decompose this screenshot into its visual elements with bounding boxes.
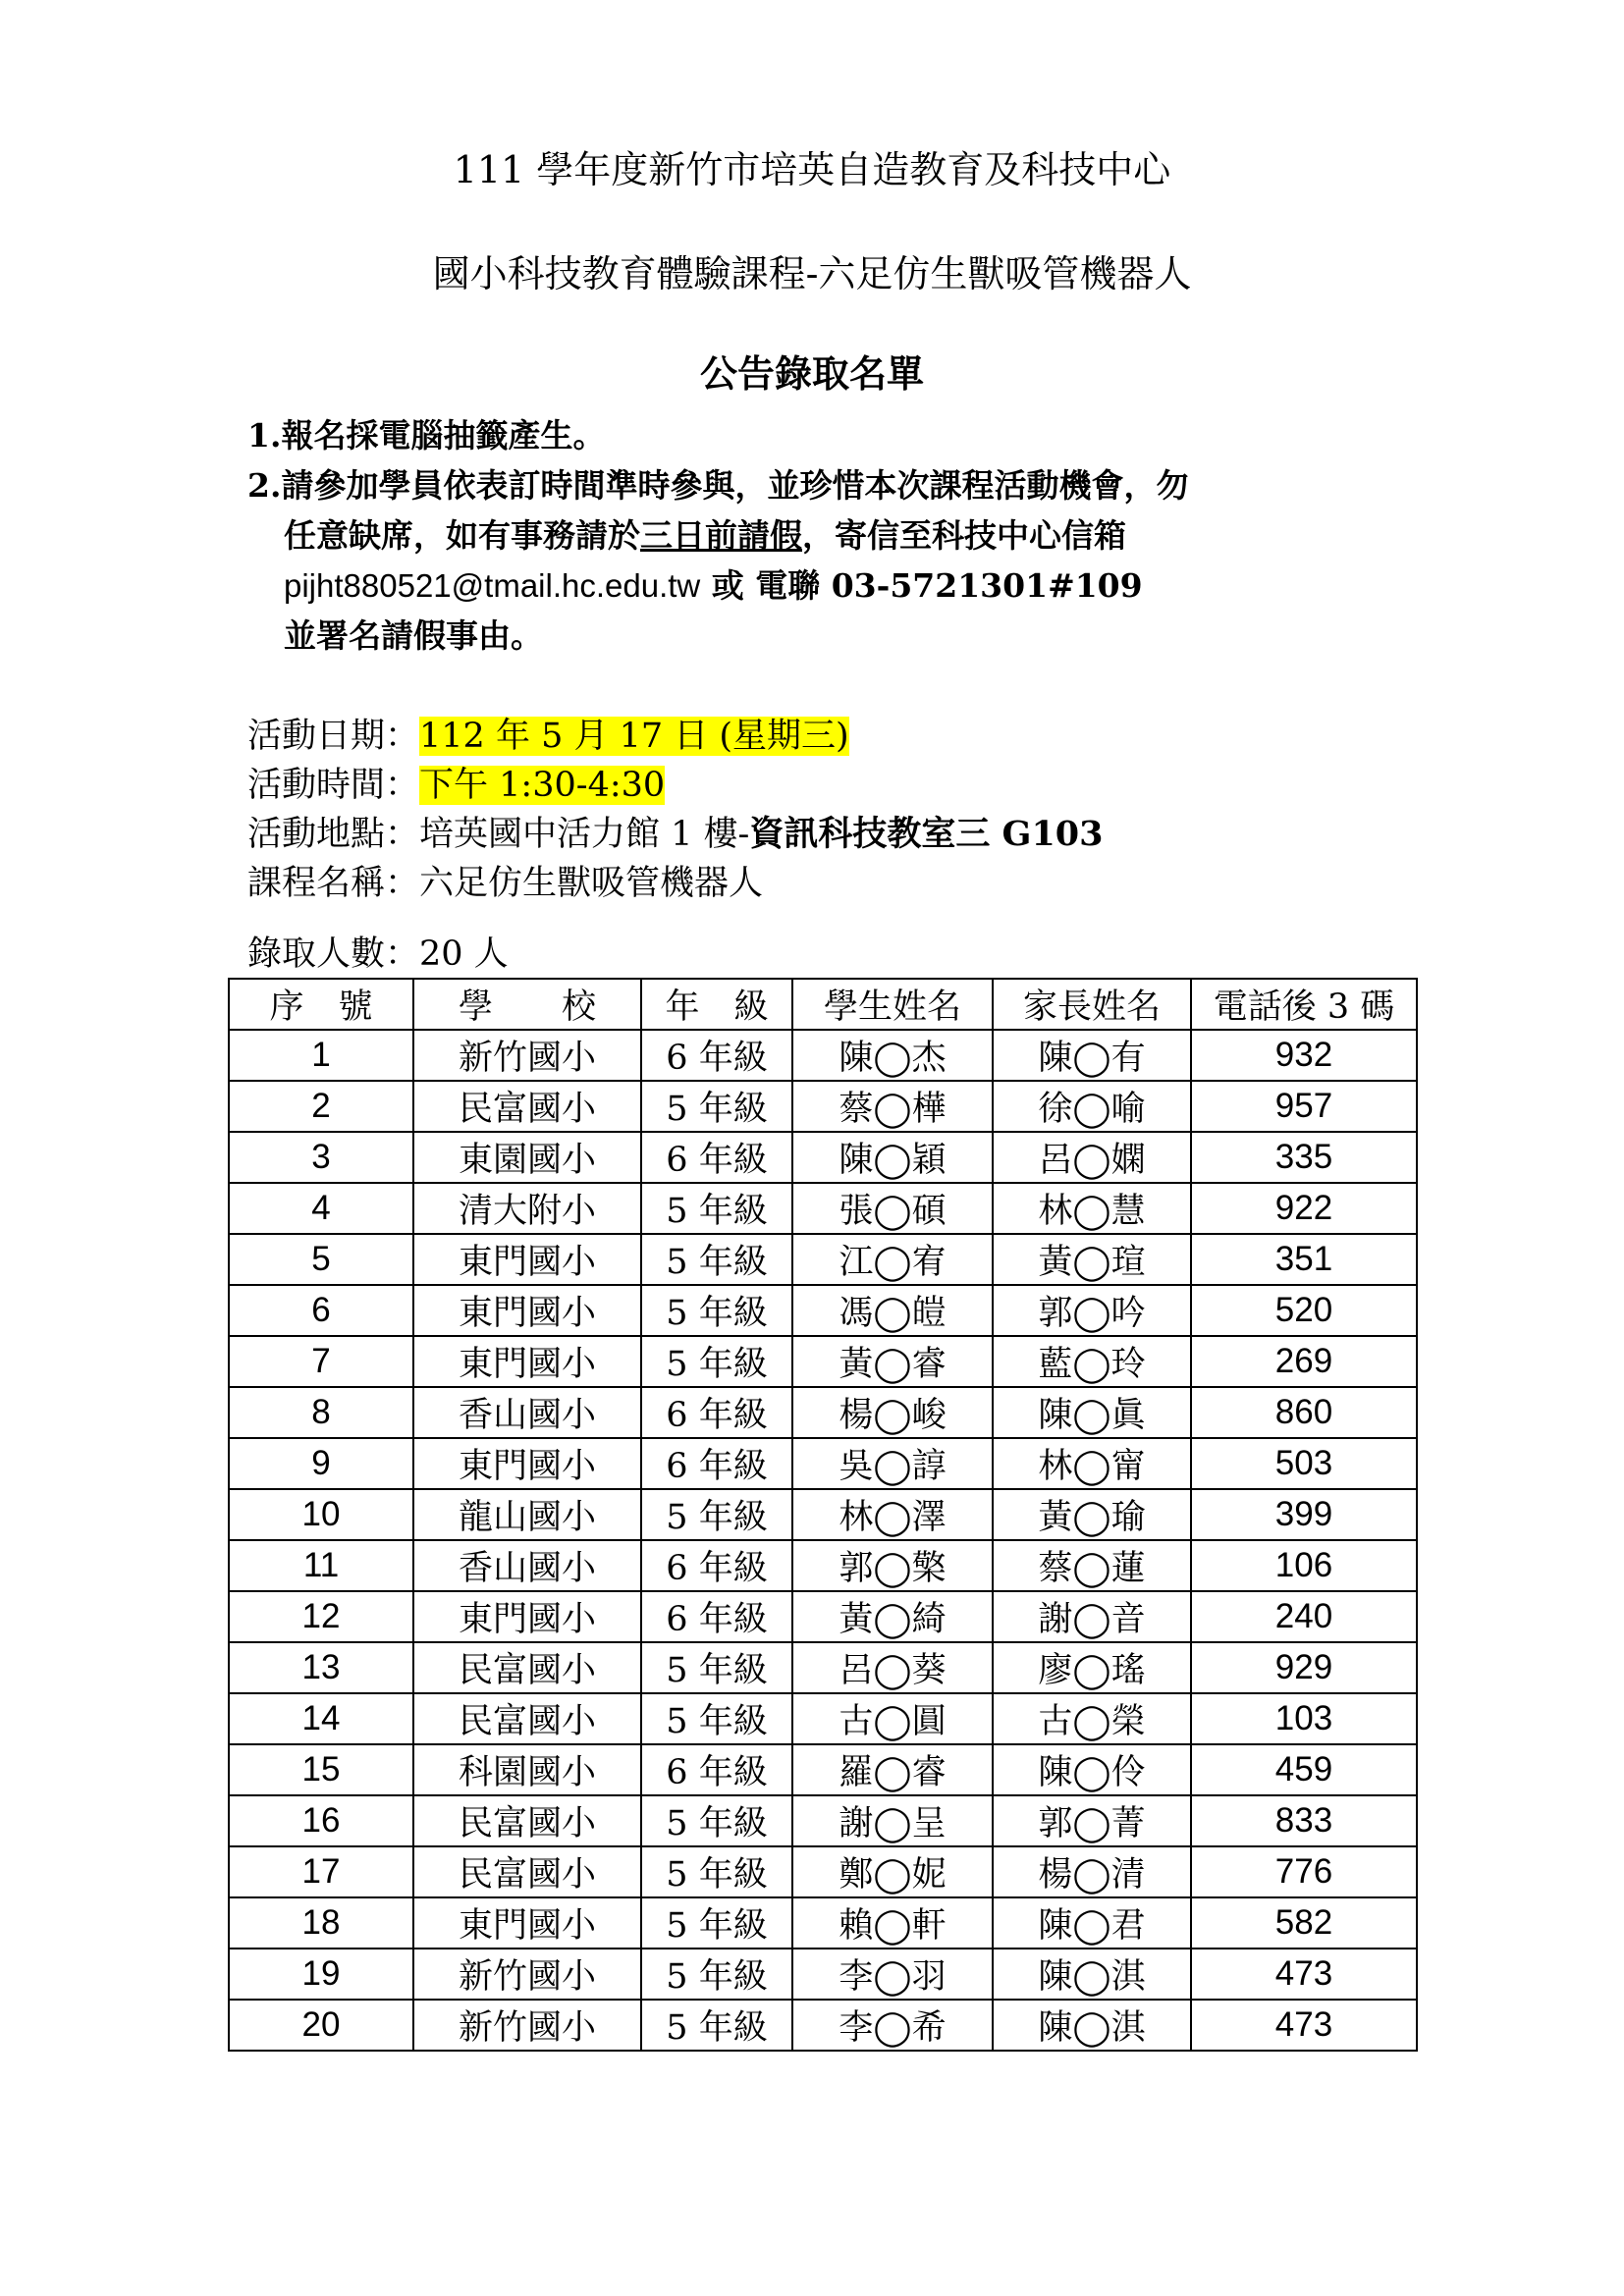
place-room: 資訊科技教室三 G103 bbox=[749, 814, 1104, 854]
cell-seq: 1 bbox=[229, 1030, 413, 1081]
table-row bbox=[229, 1081, 1417, 1132]
cell-grade: 5 年級 bbox=[641, 1897, 792, 1949]
cell-phone: 473 bbox=[1191, 2000, 1417, 2051]
cell-parent: 徐◯喻 bbox=[993, 1081, 1191, 1132]
table-row bbox=[229, 1489, 1417, 1540]
cell-grade: 6 年級 bbox=[641, 1132, 792, 1183]
cell-seq: 7 bbox=[229, 1336, 413, 1387]
table-row bbox=[229, 1438, 1417, 1489]
cell-student: 羅◯睿 bbox=[792, 1744, 993, 1795]
cell-seq: 6 bbox=[229, 1285, 413, 1336]
table-row bbox=[229, 1744, 1417, 1795]
cell-parent: 古◯榮 bbox=[993, 1693, 1191, 1744]
table-row bbox=[229, 1387, 1417, 1438]
table-row bbox=[229, 1591, 1417, 1642]
note-text: ，寄信至科技中心信箱 bbox=[802, 516, 1126, 555]
table-row bbox=[229, 1285, 1417, 1336]
place-label: 活動地點： bbox=[247, 815, 420, 854]
cell-phone: 776 bbox=[1191, 1846, 1417, 1897]
cell-school: 香山國小 bbox=[413, 1540, 641, 1591]
table-row bbox=[229, 1132, 1417, 1183]
cell-student: 賴◯軒 bbox=[792, 1897, 993, 1949]
cell-grade: 6 年級 bbox=[641, 1030, 792, 1081]
cell-student: 馮◯皚 bbox=[792, 1285, 993, 1336]
header-parent: 家長姓名 bbox=[993, 979, 1191, 1030]
cell-grade: 5 年級 bbox=[641, 1949, 792, 2000]
cell-school: 東門國小 bbox=[413, 1234, 641, 1285]
header-grade: 年 級 bbox=[641, 979, 792, 1030]
cell-grade: 6 年級 bbox=[641, 1591, 792, 1642]
cell-school: 民富國小 bbox=[413, 1693, 641, 1744]
date-value: 112 年 5 月 17 日 (星期三) bbox=[419, 717, 849, 756]
cell-school: 民富國小 bbox=[413, 1795, 641, 1846]
header-phone: 電話後 3 碼 bbox=[1191, 979, 1417, 1030]
cell-seq: 17 bbox=[229, 1846, 413, 1897]
header-student: 學生姓名 bbox=[792, 979, 993, 1030]
cell-school: 新竹國小 bbox=[413, 2000, 641, 2051]
admission-table bbox=[228, 978, 1418, 2052]
cell-phone: 240 bbox=[1191, 1591, 1417, 1642]
cell-seq: 18 bbox=[229, 1897, 413, 1949]
table-row bbox=[229, 1030, 1417, 1081]
cell-grade: 5 年級 bbox=[641, 1285, 792, 1336]
activity-place bbox=[247, 807, 1104, 856]
cell-parent: 黃◯瑄 bbox=[993, 1234, 1191, 1285]
cell-phone: 582 bbox=[1191, 1897, 1417, 1949]
cell-seq: 12 bbox=[229, 1591, 413, 1642]
cell-school: 科園國小 bbox=[413, 1744, 641, 1795]
cell-student: 謝◯呈 bbox=[792, 1795, 993, 1846]
cell-grade: 5 年級 bbox=[641, 2000, 792, 2051]
cell-school: 民富國小 bbox=[413, 1846, 641, 1897]
cell-parent: 林◯慧 bbox=[993, 1183, 1191, 1234]
cell-seq: 16 bbox=[229, 1795, 413, 1846]
course-label: 課程名稱： bbox=[247, 864, 420, 903]
cell-parent: 郭◯吟 bbox=[993, 1285, 1191, 1336]
header-school: 學 校 bbox=[413, 979, 641, 1030]
table-row bbox=[229, 1897, 1417, 1949]
course-title: 國小科技教育體驗課程-六足仿生獸吸管機器人 bbox=[432, 252, 1192, 295]
cell-student: 楊◯峻 bbox=[792, 1387, 993, 1438]
cell-phone: 335 bbox=[1191, 1132, 1417, 1183]
cell-seq: 20 bbox=[229, 2000, 413, 2051]
cell-phone: 399 bbox=[1191, 1489, 1417, 1540]
table-row bbox=[229, 1234, 1417, 1285]
cell-grade: 5 年級 bbox=[641, 1795, 792, 1846]
cell-parent: 陳◯伶 bbox=[993, 1744, 1191, 1795]
cell-school: 新竹國小 bbox=[413, 1030, 641, 1081]
cell-parent: 陳◯君 bbox=[993, 1897, 1191, 1949]
time-label: 活動時間： bbox=[247, 766, 420, 805]
cell-student: 蔡◯樺 bbox=[792, 1081, 993, 1132]
cell-student: 黃◯綺 bbox=[792, 1591, 993, 1642]
cell-phone: 520 bbox=[1191, 1285, 1417, 1336]
cell-parent: 廖◯瑤 bbox=[993, 1642, 1191, 1693]
cell-parent: 呂◯嫻 bbox=[993, 1132, 1191, 1183]
cell-school: 東門國小 bbox=[413, 1897, 641, 1949]
cell-parent: 林◯甯 bbox=[993, 1438, 1191, 1489]
cell-phone: 922 bbox=[1191, 1183, 1417, 1234]
cell-seq: 3 bbox=[229, 1132, 413, 1183]
count-label: 錄取人數： bbox=[247, 934, 420, 974]
contact-email: pijht880521@tmail.hc.edu.tw bbox=[284, 567, 701, 604]
cell-student: 李◯希 bbox=[792, 2000, 993, 2051]
place-value: 培英國中活力館 1 樓- bbox=[419, 815, 750, 854]
cell-student: 陳◯穎 bbox=[792, 1132, 993, 1183]
header-seq: 序 號 bbox=[229, 979, 413, 1030]
cell-grade: 5 年級 bbox=[641, 1693, 792, 1744]
table-header-row bbox=[229, 979, 1417, 1030]
activity-date bbox=[247, 709, 849, 758]
cell-student: 張◯碩 bbox=[792, 1183, 993, 1234]
cell-phone: 459 bbox=[1191, 1744, 1417, 1795]
leave-deadline-text: 三日前請假 bbox=[640, 516, 802, 555]
cell-grade: 5 年級 bbox=[641, 1081, 792, 1132]
cell-seq: 13 bbox=[229, 1642, 413, 1693]
cell-parent: 陳◯淇 bbox=[993, 1949, 1191, 2000]
cell-seq: 15 bbox=[229, 1744, 413, 1795]
document-title: 111 學年度新竹市培英自造教育及科技中心 bbox=[453, 148, 1171, 191]
table-row bbox=[229, 1336, 1417, 1387]
cell-grade: 6 年級 bbox=[641, 1744, 792, 1795]
cell-seq: 11 bbox=[229, 1540, 413, 1591]
notes-section bbox=[247, 410, 1485, 661]
cell-school: 民富國小 bbox=[413, 1081, 641, 1132]
table-row bbox=[229, 2000, 1417, 2051]
cell-phone: 833 bbox=[1191, 1795, 1417, 1846]
note-text: 任意缺席，如有事務請於 bbox=[284, 516, 640, 555]
cell-grade: 5 年級 bbox=[641, 1846, 792, 1897]
cell-phone: 269 bbox=[1191, 1336, 1417, 1387]
cell-seq: 10 bbox=[229, 1489, 413, 1540]
cell-phone: 473 bbox=[1191, 1949, 1417, 2000]
cell-school: 清大附小 bbox=[413, 1183, 641, 1234]
cell-parent: 陳◯有 bbox=[993, 1030, 1191, 1081]
cell-student: 林◯澤 bbox=[792, 1489, 993, 1540]
cell-parent: 楊◯清 bbox=[993, 1846, 1191, 1897]
cell-school: 龍山國小 bbox=[413, 1489, 641, 1540]
cell-parent: 陳◯眞 bbox=[993, 1387, 1191, 1438]
date-label: 活動日期： bbox=[247, 717, 420, 756]
note-item-2-line-1: 2.請參加學員依表訂時間準時參與，並珍惜本次課程活動機會，勿 bbox=[247, 466, 1189, 505]
cell-parent: 藍◯玲 bbox=[993, 1336, 1191, 1387]
table-row bbox=[229, 1183, 1417, 1234]
announcement-heading: 公告錄取名單 bbox=[699, 351, 924, 396]
cell-school: 東門國小 bbox=[413, 1285, 641, 1336]
cell-grade: 5 年級 bbox=[641, 1234, 792, 1285]
cell-grade: 6 年級 bbox=[641, 1438, 792, 1489]
note-item-2-line-2 bbox=[247, 510, 1485, 561]
contact-phone: 或 電聯 03-5721301#109 bbox=[700, 566, 1143, 605]
cell-phone: 957 bbox=[1191, 1081, 1417, 1132]
admission-count bbox=[247, 927, 509, 976]
cell-seq: 2 bbox=[229, 1081, 413, 1132]
cell-school: 香山國小 bbox=[413, 1387, 641, 1438]
cell-school: 東門國小 bbox=[413, 1438, 641, 1489]
cell-phone: 860 bbox=[1191, 1387, 1417, 1438]
cell-school: 東門國小 bbox=[413, 1336, 641, 1387]
cell-grade: 6 年級 bbox=[641, 1387, 792, 1438]
note-item-2-line-4: 並署名請假事由。 bbox=[284, 616, 543, 655]
cell-student: 吳◯諄 bbox=[792, 1438, 993, 1489]
cell-seq: 4 bbox=[229, 1183, 413, 1234]
table-row bbox=[229, 1795, 1417, 1846]
cell-phone: 103 bbox=[1191, 1693, 1417, 1744]
table-row bbox=[229, 1949, 1417, 2000]
cell-school: 東門國小 bbox=[413, 1591, 641, 1642]
cell-parent: 郭◯菁 bbox=[993, 1795, 1191, 1846]
cell-phone: 929 bbox=[1191, 1642, 1417, 1693]
cell-parent: 黃◯瑜 bbox=[993, 1489, 1191, 1540]
time-value: 下午 1:30-4:30 bbox=[419, 766, 666, 805]
table-row bbox=[229, 1540, 1417, 1591]
course-value: 六足仿生獸吸管機器人 bbox=[419, 864, 764, 903]
note-item-1: 1.報名採電腦抽籤產生。 bbox=[247, 416, 606, 454]
cell-phone: 106 bbox=[1191, 1540, 1417, 1591]
cell-seq: 9 bbox=[229, 1438, 413, 1489]
cell-student: 黃◯睿 bbox=[792, 1336, 993, 1387]
table-row bbox=[229, 1693, 1417, 1744]
cell-parent: 蔡◯蓮 bbox=[993, 1540, 1191, 1591]
cell-parent: 陳◯淇 bbox=[993, 2000, 1191, 2051]
cell-grade: 6 年級 bbox=[641, 1540, 792, 1591]
cell-student: 江◯宥 bbox=[792, 1234, 993, 1285]
cell-school: 東園國小 bbox=[413, 1132, 641, 1183]
cell-seq: 14 bbox=[229, 1693, 413, 1744]
cell-school: 新竹國小 bbox=[413, 1949, 641, 2000]
note-item-2-line-3 bbox=[247, 561, 1485, 611]
cell-student: 李◯羽 bbox=[792, 1949, 993, 2000]
cell-student: 古◯圓 bbox=[792, 1693, 993, 1744]
cell-grade: 5 年級 bbox=[641, 1489, 792, 1540]
count-value: 20 人 bbox=[419, 934, 509, 974]
cell-seq: 19 bbox=[229, 1949, 413, 2000]
cell-grade: 5 年級 bbox=[641, 1642, 792, 1693]
cell-phone: 932 bbox=[1191, 1030, 1417, 1081]
table-row bbox=[229, 1642, 1417, 1693]
cell-student: 呂◯葵 bbox=[792, 1642, 993, 1693]
cell-grade: 5 年級 bbox=[641, 1336, 792, 1387]
activity-time bbox=[247, 758, 665, 807]
cell-seq: 5 bbox=[229, 1234, 413, 1285]
cell-student: 鄭◯妮 bbox=[792, 1846, 993, 1897]
cell-school: 民富國小 bbox=[413, 1642, 641, 1693]
cell-student: 陳◯杰 bbox=[792, 1030, 993, 1081]
cell-seq: 8 bbox=[229, 1387, 413, 1438]
table-row bbox=[229, 1846, 1417, 1897]
cell-student: 郭◯檠 bbox=[792, 1540, 993, 1591]
cell-phone: 351 bbox=[1191, 1234, 1417, 1285]
cell-phone: 503 bbox=[1191, 1438, 1417, 1489]
cell-parent: 謝◯音 bbox=[993, 1591, 1191, 1642]
course-name bbox=[247, 856, 763, 905]
cell-grade: 5 年級 bbox=[641, 1183, 792, 1234]
